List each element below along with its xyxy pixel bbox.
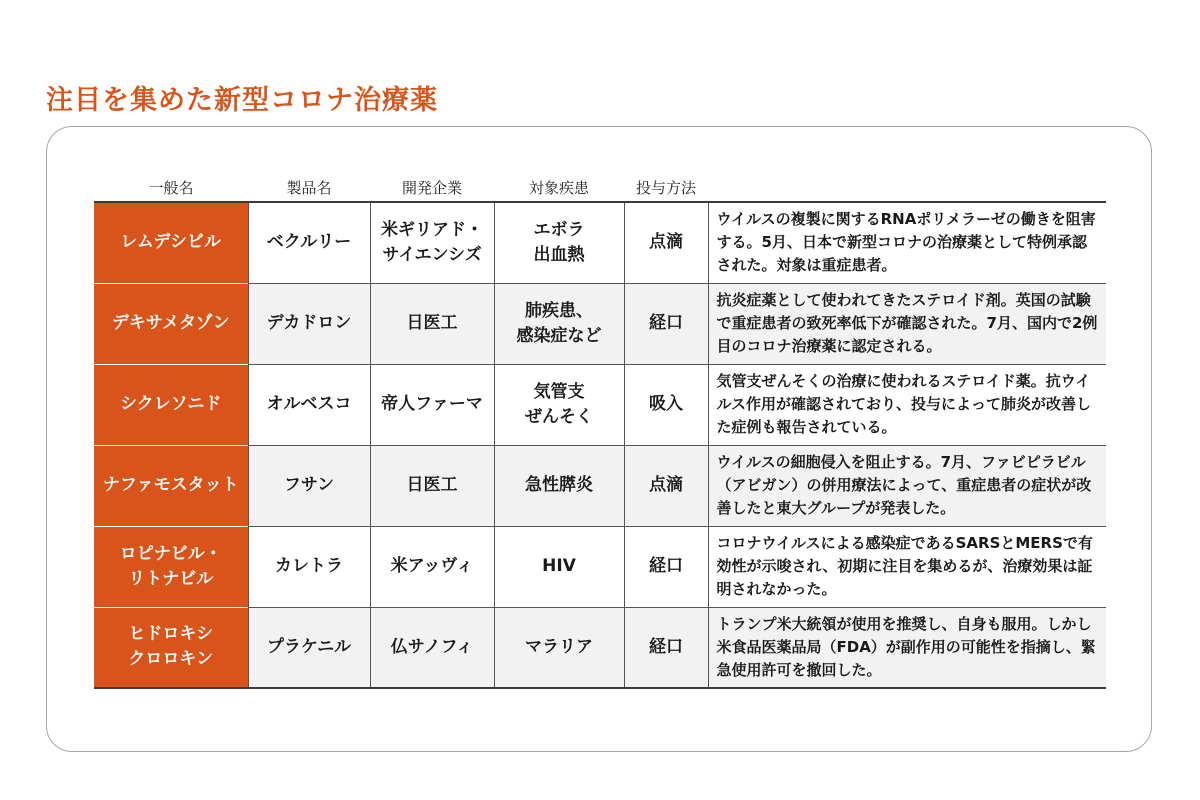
disease-cell: 肺疾患、 感染症など bbox=[494, 283, 624, 364]
table-row bbox=[94, 607, 1106, 688]
description-cell: 気管支ぜんそくの治療に使われるステロイド薬。抗ウイルス作用が確認されており、投与によって肺炎が改善した症例も報告されている。 bbox=[708, 364, 1106, 445]
generic-name-cell: シクレソニド bbox=[94, 364, 248, 445]
disease-cell: エボラ 出血熱 bbox=[494, 202, 624, 283]
table-row bbox=[94, 445, 1106, 526]
description-cell: コロナウイルスによる感染症であるSARSとMERSで有効性が示唆され、初期に注目を集めるが、治療効果は証明されなかった。 bbox=[708, 526, 1106, 607]
description-cell: トランプ米大統領が使用を推奨し、自身も服用。しかし米食品医薬品局（FDA）が副作用の可能性を指摘し、緊急使用許可を撤回した。 bbox=[708, 607, 1106, 688]
product-name-cell: ベクルリー bbox=[248, 202, 370, 283]
header-generic-name: 一般名 bbox=[148, 179, 194, 197]
company-cell: 日医工 bbox=[370, 445, 494, 526]
table-row bbox=[94, 202, 1106, 283]
method-cell: 経口 bbox=[624, 526, 708, 607]
page-title: 注目を集めた新型コロナ治療薬 bbox=[46, 85, 438, 116]
generic-name-cell: レムデシビル bbox=[94, 202, 248, 283]
company-cell: 日医工 bbox=[370, 283, 494, 364]
product-name-cell: フサン bbox=[248, 445, 370, 526]
disease-cell: HIV bbox=[494, 526, 624, 607]
table-row bbox=[94, 364, 1106, 445]
company-cell: 帝人ファーマ bbox=[370, 364, 494, 445]
generic-name-cell: デキサメタゾン bbox=[94, 283, 248, 364]
header-method: 投与方法 bbox=[635, 179, 696, 197]
method-cell: 吸入 bbox=[624, 364, 708, 445]
generic-name-cell: ロピナビル・ リトナビル bbox=[94, 526, 248, 607]
method-cell: 経口 bbox=[624, 283, 708, 364]
company-cell: 仏サノフィ bbox=[370, 607, 494, 688]
disease-cell: 急性膵炎 bbox=[494, 445, 624, 526]
company-cell: 米ギリアド・ サイエンシズ bbox=[370, 202, 494, 283]
method-cell: 経口 bbox=[624, 607, 708, 688]
disease-cell: 気管支 ぜんそく bbox=[494, 364, 624, 445]
description-cell: ウイルスの複製に関するRNAポリメラーゼの働きを阻害する。5月、日本で新型コロナの治療薬として特例承認された。対象は重症患者。 bbox=[708, 202, 1106, 283]
company-cell: 米アッヴィ bbox=[370, 526, 494, 607]
table-row bbox=[94, 283, 1106, 364]
generic-name-cell: ヒドロキシ クロロキン bbox=[94, 607, 248, 688]
table-header bbox=[94, 176, 1106, 200]
method-cell: 点滴 bbox=[624, 445, 708, 526]
method-cell: 点滴 bbox=[624, 202, 708, 283]
product-name-cell: デカドロン bbox=[248, 283, 370, 364]
table-row bbox=[94, 526, 1106, 607]
description-cell: ウイルスの細胞侵入を阻止する。7月、ファビピラビル（アビガン）の併用療法によって、重症患者の症状が改善したと東大グループが発表した。 bbox=[708, 445, 1106, 526]
header-company: 開発企業 bbox=[401, 179, 462, 197]
product-name-cell: プラケニル bbox=[248, 607, 370, 688]
header-disease: 対象疾患 bbox=[528, 179, 589, 197]
header-product-name: 製品名 bbox=[286, 179, 332, 197]
description-cell: 抗炎症薬として使われてきたステロイド剤。英国の試験で重症患者の致死率低下が確認された。7月、国内で2例目のコロナ治療薬に認定される。 bbox=[708, 283, 1106, 364]
product-name-cell: カレトラ bbox=[248, 526, 370, 607]
drug-table bbox=[94, 201, 1106, 689]
disease-cell: マラリア bbox=[494, 607, 624, 688]
product-name-cell: オルベスコ bbox=[248, 364, 370, 445]
generic-name-cell: ナファモスタット bbox=[94, 445, 248, 526]
